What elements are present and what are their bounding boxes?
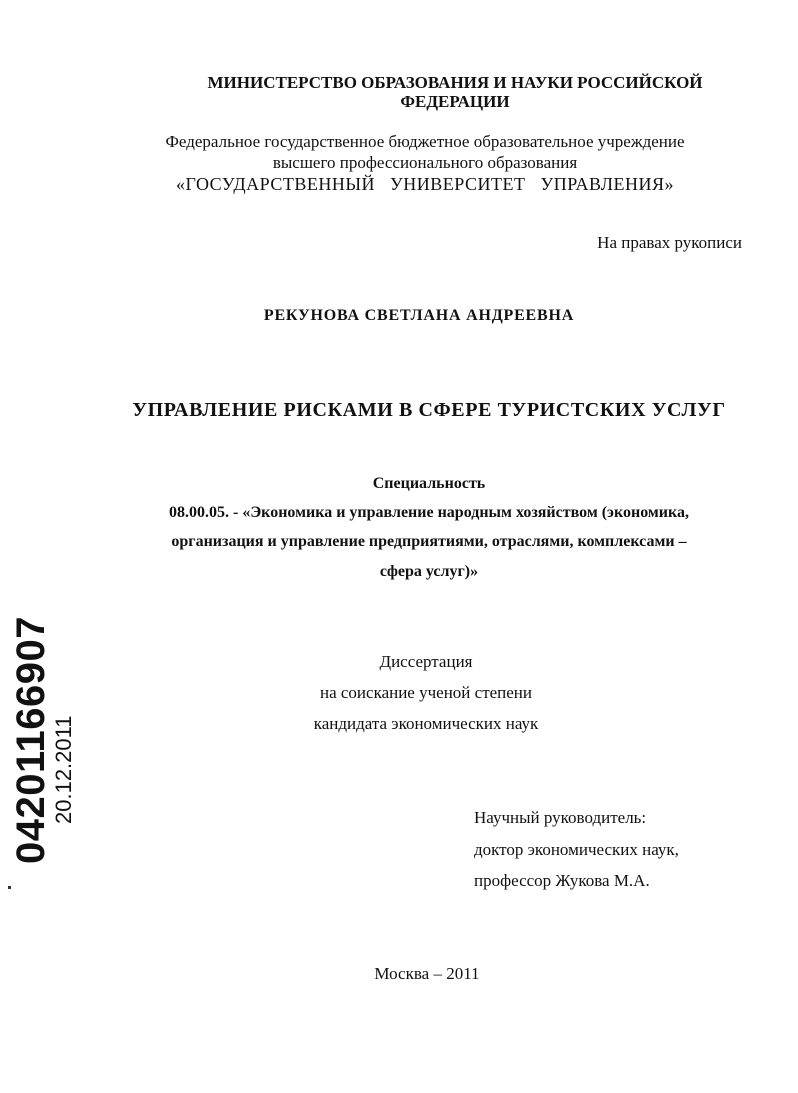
author-name: РЕКУНОВА СВЕТЛАНА АНДРЕЕВНА [263, 307, 575, 324]
library-stamp [10, 616, 76, 864]
specialty-label: Специальность [372, 475, 486, 492]
dissertation-line-1: Диссертация [379, 652, 473, 671]
institution-line-2: высшего профессионального образования [272, 153, 578, 172]
rights-note: На правах рукописи [597, 233, 742, 252]
stamp-date: 20.12.2011 [51, 715, 76, 824]
supervisor-line-2: доктор экономических наук, [474, 840, 679, 859]
specialty-line-2: организация и управление предприятиями, отраслями, комплексами – [171, 533, 687, 550]
city-year: Москва – 2011 [374, 964, 480, 983]
institution-line-3: «ГОСУДАРСТВЕННЫЙ УНИВЕРСИТЕТ УПРАВЛЕНИЯ» [175, 174, 674, 194]
specialty-line-3: сфера услуг)» [379, 563, 479, 580]
specialty-line-1: 08.00.05. - «Экономика и управление народным хозяйством (экономика, [169, 504, 689, 521]
stamp-number: 04201166907 [9, 616, 53, 864]
supervisor-line-3: профессор Жукова М.А. [474, 871, 650, 890]
ministry-line-2: ФЕДЕРАЦИИ [400, 92, 510, 111]
scan-speck [8, 886, 11, 889]
institution-line-1: Федеральное государственное бюджетное образовательное учреждение [165, 132, 685, 151]
dissertation-line-2: на соискание ученой степени [319, 683, 533, 702]
dissertation-line-3: кандидата экономических наук [313, 714, 539, 733]
supervisor-line-1: Научный руководитель: [474, 808, 647, 827]
ministry-line-1: МИНИСТЕРСТВО ОБРАЗОВАНИЯ И НАУКИ РОССИЙСКОЙ [207, 73, 703, 92]
dissertation-title: УПРАВЛЕНИЕ РИСКАМИ В СФЕРЕ ТУРИСТСКИХ УСЛУГ [132, 399, 726, 421]
